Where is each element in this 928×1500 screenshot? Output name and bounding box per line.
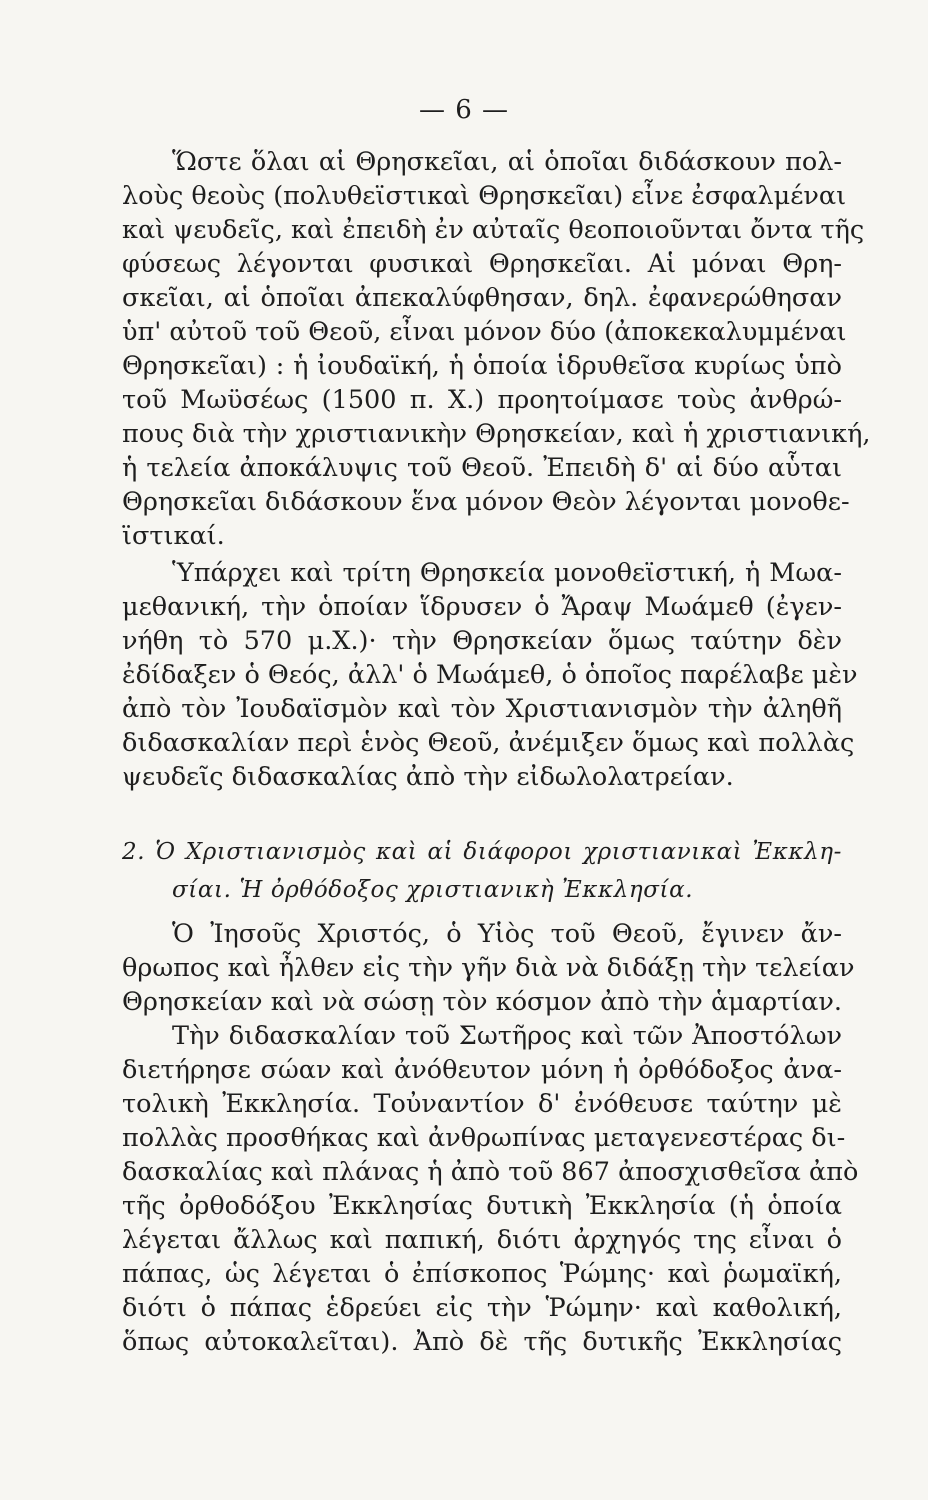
text-line: νήθη τὸ 570 μ.Χ.)· τὴν Θρησκείαν ὅμως ταύτην δὲν xyxy=(122,626,842,656)
text-line: Τὴν διδασκαλίαν τοῦ Σωτῆρος καὶ τῶν Ἀποστόλων xyxy=(172,1021,842,1051)
text-line: ὑπ' αὐτοῦ τοῦ Θεοῦ, εἶναι μόνον δύο (ἀποκεκαλυμμέναι xyxy=(122,317,847,347)
text-line: Ὥστε ὅλαι αἱ Θρησκεῖαι, αἱ ὁποῖαι διδάσκουν πολ- xyxy=(172,147,842,177)
text-line: πους διὰ τὴν χριστιανικὴν Θρησκείαν, καὶ ἡ χριστιανική, xyxy=(122,419,871,449)
text-line: θρωπος καὶ ἦλθεν εἰς τὴν γῆν διὰ νὰ διδάξῃ τὴν τελείαν xyxy=(122,953,855,983)
text-line: ϊστικαί. xyxy=(122,521,225,551)
text-line: δασκαλίας καὶ πλάνας ἡ ἀπὸ τοῦ 867 ἀποσχισθεῖσα ἀπὸ xyxy=(122,1157,859,1187)
text-line: τοῦ Μωϋσέως (1500 π. Χ.) προητοίμασε τοὺς ἀνθρώ- xyxy=(122,385,842,415)
text-line: σκεῖαι, αἱ ὁποῖαι ἀπεκαλύφθησαν, δηλ. ἐφανερώθησαν xyxy=(122,283,842,313)
text-line: Ὁ Ἰησοῦς Χριστός, ὁ Υἱὸς τοῦ Θεοῦ, ἔγινεν ἄν- xyxy=(172,919,842,949)
text-line: διδασκαλίαν περὶ ἑνὸς Θεοῦ, ἀνέμιξεν ὅμως καὶ πολλὰς xyxy=(122,728,855,758)
text-line: λοὺς θεοὺς (πολυθεϊστικαὶ Θρησκεῖαι) εἶνε ἐσφαλμέναι xyxy=(122,181,847,211)
text-line: Θρησκεῖαι) : ἡ ἰουδαϊκή, ἡ ὁποία ἱδρυθεῖσα κυρίως ὑπὸ xyxy=(122,351,842,381)
text-line: ὅπως αὐτοκαλεῖται). Ἀπὸ δὲ τῆς δυτικῆς Ἐκκλησίας xyxy=(122,1327,842,1357)
text-line: μεθανική, τὴν ὁποίαν ἵδρυσεν ὁ Ἄραψ Μωάμεθ (ἐγεν- xyxy=(122,592,842,622)
text-line: ψευδεῖς διδασκαλίας ἀπὸ τὴν εἰδωλολατρείαν. xyxy=(122,762,734,792)
text-line: Θρησκεῖαι διδάσκουν ἕνα μόνον Θεὸν λέγονται μονοθε- xyxy=(122,487,850,517)
text-line: τολικὴ Ἐκκλησία. Τοὐναντίον δ' ἐνόθευσε ταύτην μὲ xyxy=(122,1089,842,1119)
text-line: ἐδίδαξεν ὁ Θεός, ἀλλ' ὁ Μωάμεθ, ὁ ὁποῖος παρέλαβε μὲν xyxy=(122,660,858,690)
page-number: — 6 — xyxy=(418,95,510,125)
text-line: διότι ὁ πάπας ἑδρεύει εἰς τὴν Ῥώμην· καὶ καθολική, xyxy=(122,1293,842,1323)
text-line: Ὑπάρχει καὶ τρίτη Θρησκεία μονοθεϊστική, ἡ Μωα- xyxy=(172,558,842,588)
section-heading: 2. Ὁ Χριστιανισμὸς καὶ αἱ διάφοροι χριστιανικαὶ Ἐκκλη- xyxy=(122,839,842,865)
text-line: ἡ τελεία ἀποκάλυψις τοῦ Θεοῦ. Ἐπειδὴ δ' αἱ δύο αὗται xyxy=(122,453,842,483)
text-line: ἀπὸ τὸν Ἰουδαϊσμὸν καὶ τὸν Χριστιανισμὸν τὴν ἀληθῆ xyxy=(122,694,842,724)
text-line: πάπας, ὡς λέγεται ὁ ἐπίσκοπος Ῥώμης· καὶ ῥωμαϊκή, xyxy=(122,1259,842,1289)
text-line: λέγεται ἄλλως καὶ παπική, διότι ἀρχηγός της εἶναι ὁ xyxy=(122,1225,842,1255)
section-heading: σίαι. Ἡ ὀρθόδοξος χριστιανικὴ Ἐκκλησία. xyxy=(172,877,694,903)
text-line: Θρησκείαν καὶ νὰ σώσῃ τὸν κόσμον ἀπὸ τὴν ἁμαρτίαν. xyxy=(122,987,842,1017)
text-line: πολλὰς προσθήκας καὶ ἀνθρωπίνας μεταγενεστέρας δι- xyxy=(122,1123,846,1153)
text-line: τῆς ὀρθοδόξου Ἐκκλησίας δυτικὴ Ἐκκλησία (ἡ ὁποία xyxy=(122,1191,842,1221)
text-line: διετήρησε σώαν καὶ ἀνόθευτον μόνη ἡ ὀρθόδοξος ἀνα- xyxy=(122,1055,842,1085)
text-line: καὶ ψευδεῖς, καὶ ἐπειδὴ ἐν αὐταῖς θεοποιοῦνται ὄντα τῆς xyxy=(122,215,865,245)
text-line: φύσεως λέγονται φυσικαὶ Θρησκεῖαι. Αἱ μόναι Θρη- xyxy=(122,249,842,279)
